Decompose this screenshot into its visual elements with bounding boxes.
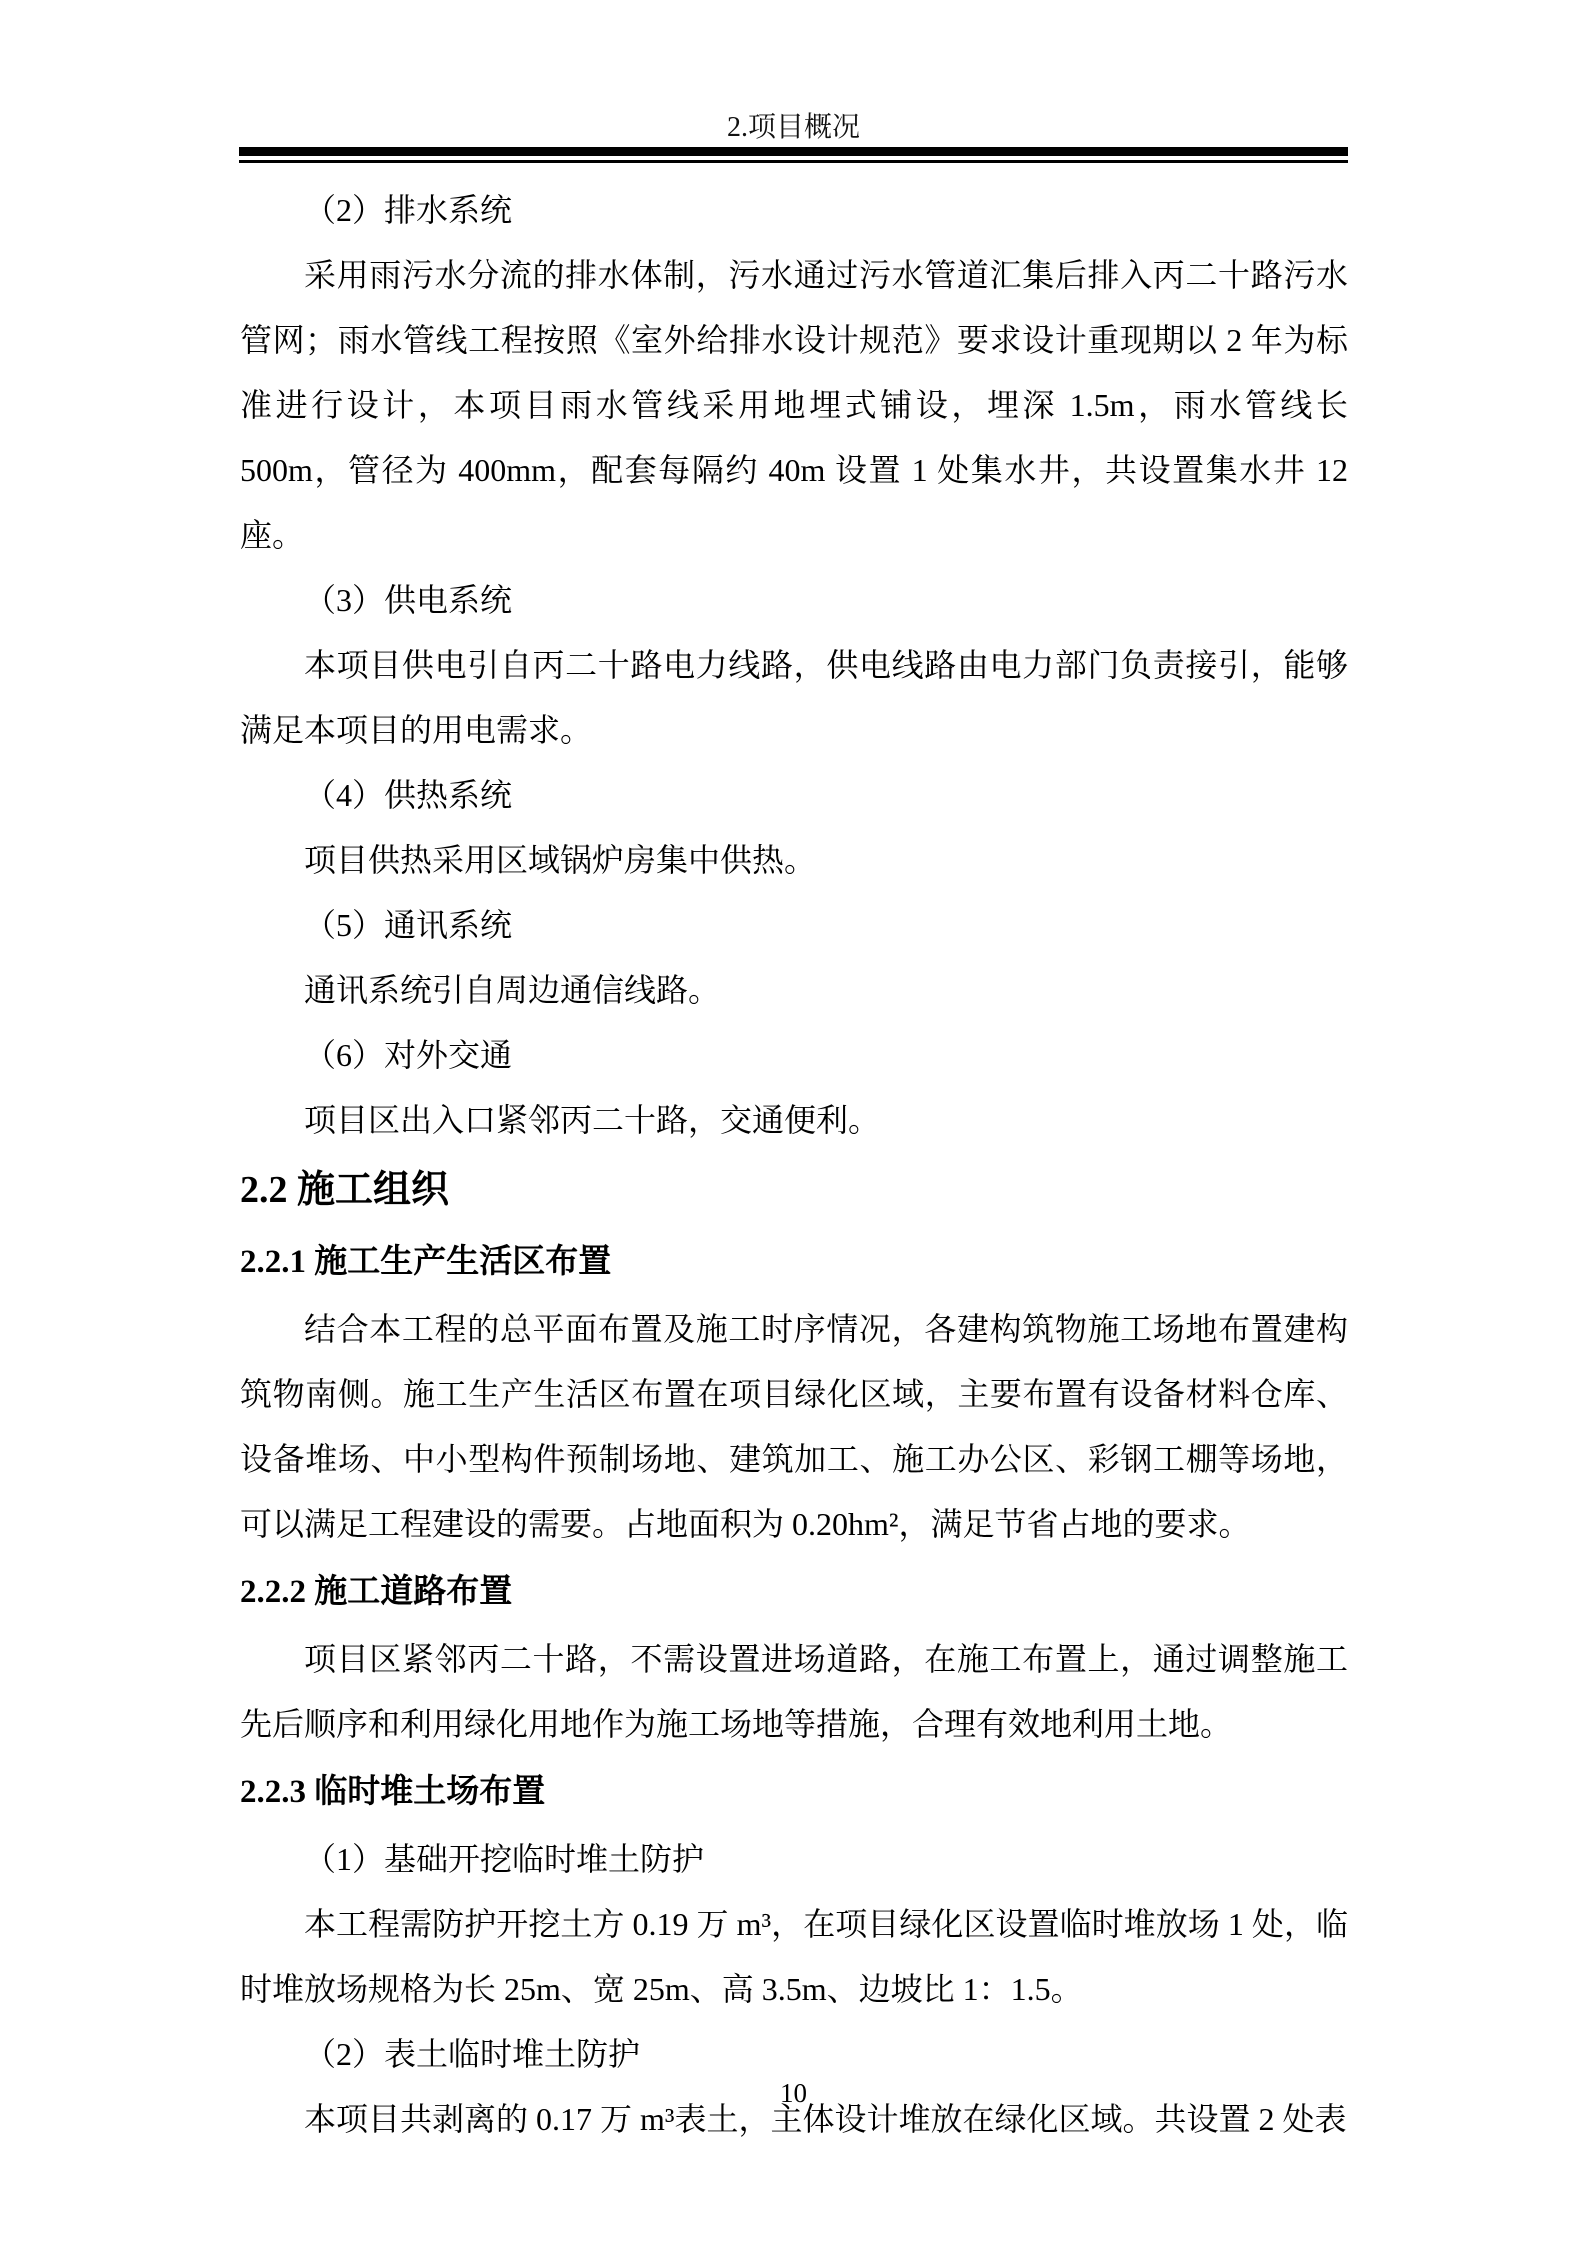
heading-2-2-1: 2.2.1 施工生产生活区布置 bbox=[240, 1244, 612, 1280]
header-rule bbox=[239, 147, 1348, 163]
subheading-transport: （6）对外交通 bbox=[304, 1037, 513, 1073]
para-power: 本项目供电引自丙二十路电力线路，供电线路由电力部门负责接引，能够满足本项目的用电需求。 bbox=[240, 647, 1348, 748]
document-body bbox=[240, 178, 1348, 2152]
para-transport: 项目区出入口紧邻丙二十路，交通便利。 bbox=[304, 1102, 881, 1138]
heading-2-2: 2.2 施工组织 bbox=[240, 1169, 450, 1211]
subheading-power: （3）供电系统 bbox=[304, 582, 513, 618]
header-rule-thick bbox=[239, 147, 1348, 156]
para-excavation: 本工程需防护开挖土方 0.19 万 m³，在项目绿化区设置临时堆放场 1 处，临时堆放场规格为长 25m、宽 25m、高 3.5m、边坡比 1：1.5。 bbox=[240, 1906, 1348, 2007]
heading-2-2-3: 2.2.3 临时堆土场布置 bbox=[240, 1774, 546, 1810]
header-rule-thin bbox=[239, 160, 1348, 163]
para-site-layout: 结合本工程的总平面布置及施工时序情况，各建构筑物施工场地布置建构筑物南侧。施工生产生活区布置在项目绿化区域，主要布置有设备材料仓库、设备堆场、中小型构件预制场地、建筑加工、施工办公区、彩钢工棚等场地，可以满足工程建设的需要。占地面积为 0.20hm²，满足节省占地的要求。 bbox=[240, 1311, 1348, 1542]
subheading-drainage: （2）排水系统 bbox=[304, 192, 513, 228]
subheading-topsoil: （2）表土临时堆土防护 bbox=[304, 2036, 641, 2072]
subheading-heating: （4）供热系统 bbox=[304, 777, 513, 813]
para-topsoil: 本项目共剥离的 0.17 万 m³表土，主体设计堆放在绿化区域。共设置 2 处表 bbox=[304, 2101, 1347, 2137]
running-header: 2.项目概况 bbox=[726, 112, 860, 143]
para-drainage: 采用雨污水分流的排水体制，污水通过污水管道汇集后排入丙二十路污水管网；雨水管线工程按照《室外给排水设计规范》要求设计重现期以 2 年为标准进行设计，本项目雨水管线采用地埋式铺设，埋深 1.5m，雨水管线长 500m，管径为 400mm，配套每隔约 40m 设置 1 处集水井，共设置集水井 12 座。 bbox=[240, 257, 1348, 553]
subheading-telecom: （5）通讯系统 bbox=[304, 907, 513, 943]
page-number: 10 bbox=[780, 2078, 807, 2108]
subheading-excavation: （1）基础开挖临时堆土防护 bbox=[304, 1841, 705, 1877]
heading-2-2-2: 2.2.2 施工道路布置 bbox=[240, 1574, 513, 1610]
para-road-layout: 项目区紧邻丙二十路，不需设置进场道路，在施工布置上，通过调整施工先后顺序和利用绿化用地作为施工场地等措施，合理有效地利用土地。 bbox=[240, 1641, 1348, 1742]
para-telecom: 通讯系统引自周边通信线路。 bbox=[304, 972, 721, 1008]
para-heating: 项目供热采用区域锅炉房集中供热。 bbox=[304, 842, 817, 878]
